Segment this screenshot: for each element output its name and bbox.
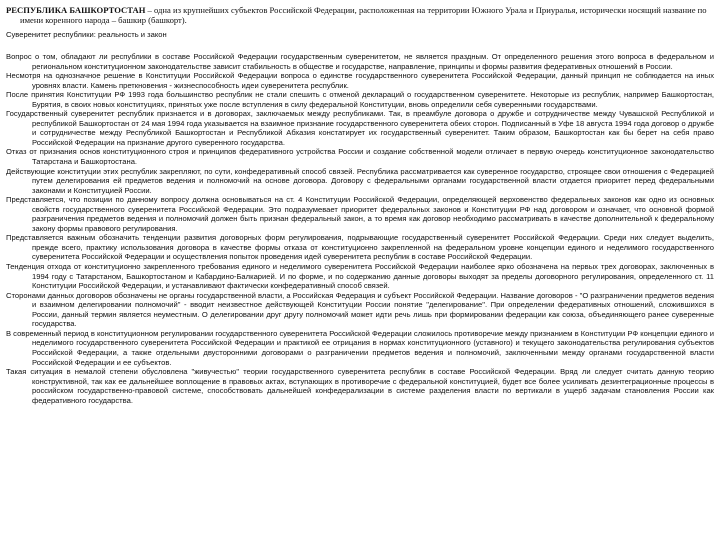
paragraph: Несмотря на однозначное решение в Конституции Российской Федерации вопроса о единстве государственного суверенитета Российской Федерации, данный принцип не соблюдается на иных уровнях власти. Камень преткновения - жизнеспособность идеи суверенитета республик. <box>6 71 714 90</box>
paragraph: После принятия Конституции РФ 1993 года большинство республик не стали спешить с отменой деклараций о государственном суверенитете. Некоторые из республик, например Башкортостан, Бурятия, в своих новых конституциях, принятых уже после вступления в силу федеральной Конституции, вновь определили себя суверенными государствами. <box>6 90 714 109</box>
paragraph: Государственный суверенитет республик признается и в договорах, заключаемых между республиками. Так, в преамбуле договора о дружбе и сотрудничестве между Чувашской Республикой и республикой Башкортостан от 24 мая 1994 года указывается на взаимное признание государственного суверенитета обеих сторон. Подписанный в Уфе 18 августа 1994 года договор о дружбе и сотрудничестве между Республикой Башкортостан и Республикой Абхазия констатирует их государственный суверенитет. Таким образом, Башкортостан как бы берет на себя право Российской Федерации на признание другого суверенного государства. <box>6 109 714 147</box>
paragraph: Отказ от признания основ конституционного строя и принципов федеративного устройства России и создание собственной модели отличает в первую очередь конституционное законодательство Татарстана и Башкортостана. <box>6 147 714 167</box>
section-subtitle: Суверенитет республики: реальность и закон <box>6 30 167 39</box>
paragraph: Сторонами данных договоров обозначены не органы государственной власти, а Российская Федерация и субъект Российской Федерации. Название договоров - "О разграничении предметов ведения и взаимном делегировании полномочий" - вводит неизвестное действующей Конституции России понятие "делегирование". При определении федеративных отношений, сложившихся в России, данный термин является неуместным. О делегировании друг другу полномочий может идти речь лишь при формировании федерации как союза, объединяющего ранее суверенные государства. <box>6 290 714 329</box>
paragraph: Действующие конституции этих республик закрепляют, по сути, конфедеративный способ связей. Республика рассматривается как суверенное государство, строящее свои отношения с Федерацией путем делегирования ей предметов ведения и полномочий на основе договора. Договору с федеральными органами государственной власти отдается приоритет перед федеральными законами и Конституцией России. <box>6 166 714 195</box>
paragraph: Представляется важным обозначить тенденции развития договорных форм регулирования, подрывающие государственный суверенитет Российской Федерации. Среди них следует выделить, прежде всего, практику использования договора в качестве формы отказа от конституционно закрепленной на федеральном уровне концепции единого и неделимого государственного суверенитета Российской Федерации и осуществления попыток проведения идей суверенитета республик в составе Российской Федерации. <box>6 233 714 262</box>
header-title: РЕСПУБЛИКА БАШКОРТОСТАН <box>6 5 146 15</box>
header-text: – одна из крупнейших субъектов Российской Федерации, расположенная на территории Южного Урала и Приуралья, исторически носящий название по имени коренного народа – башкир (башкорт). <box>20 5 707 25</box>
paragraph: Такая ситуация в немалой степени обусловлена "живучестью" теории государственного суверенитета республик в составе Российской Федерации. Вряд ли следует считать данную теорию конструктивной, так как ее дальнейшее воплощение в правовых актах, вступающих в противоречие с федеральной конституцией, будет все более усиливать дезинтеграционные процессы в российском государственно-правовой системе, способствовать дальнейшей конфедерализации в системе разделения власти по вертикали в ущерб задачам становления России как федеративного государства. <box>6 367 714 405</box>
document-header <box>6 5 714 25</box>
paragraph: Тенденция отхода от конституционно закрепленного требования единого и неделимого суверенитета Российской Федерации наиболее ярко обозначена на первых трех договорах, заключенных в 1994 году с Татарстаном, Башкортостаном и Кабардино-Балкарией. И по форме, и по содержанию данные договоры выходят за пределы договорного регулирования, определенного ст. 11 Конституции Российской Федерации, и устанавливают фактически конфедеративный способ связей. <box>6 262 714 291</box>
paragraph: В современный период в конституционном регулировании государственного суверенитета Российской Федерации сложилось противоречие между признанием в Конституции РФ концепции единого и неделимого государственного суверенитета Российской Федерации и практикой ее отрицания в нормах конституционного (уставного) и текущего законодательства регулирования субъектов Российской Федерации, а также отдельными двусторонними договорами о разграничении предметов ведения и полномочий, заключенными между органами государственной власти Российской Федерации и ее субъектов. <box>6 328 714 367</box>
paragraph: Представляется, что позиции по данному вопросу должна основываться на ст. 4 Конституции Российской Федерации, определяющей верховенство федеральных законов как одно из основных свойств государственного суверенитета Российской Федерации. Это подразумевает приоритет федеральных законов и Конституции РФ над договором и означает, что основной формой разграничения предметов ведения и полномочий должен быть признан федеральный закон, а то время как договор необходимо рассматривать в качестве дополнительной к федеральному закону формы правового регулирования. <box>6 195 714 233</box>
paragraph: Вопрос о том, обладают ли республики в составе Российской Федерации государственным суверенитетом, не является праздным. От определенного решения этого вопроса в федеральном и региональном конституционном законодательстве зависит стабильность в обществе и государстве, направление, принципы и формы развития федеративных отношений в России. <box>6 52 714 71</box>
